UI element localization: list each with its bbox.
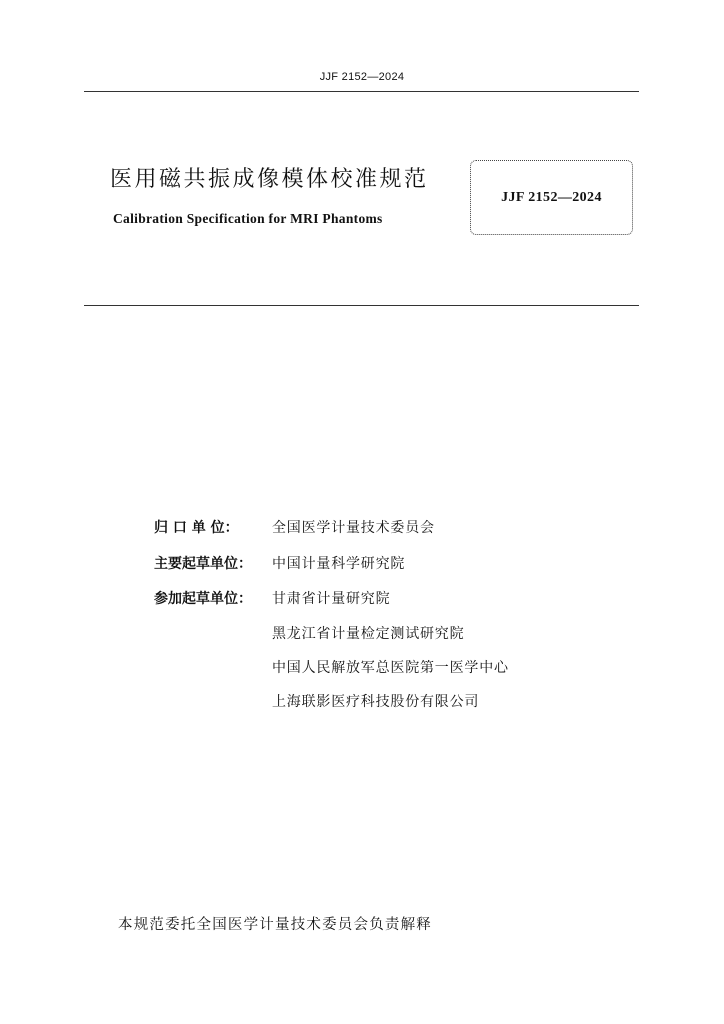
org-row-participating-drafter: [0, 587, 724, 611]
org-value: 全国医学计量技术委员会: [272, 520, 435, 536]
standard-code-box: [470, 160, 633, 235]
org-row-participating-drafter-3: [0, 656, 724, 680]
org-value: 中国计量科学研究院: [272, 556, 406, 572]
org-row-participating-drafter-2: [0, 622, 724, 646]
running-header: JJF 2152—2024: [319, 71, 405, 83]
org-value: 黑龙江省计量检定测试研究院: [272, 626, 465, 642]
header-rule: [84, 91, 639, 92]
org-label: 归 口 单 位：: [154, 520, 239, 536]
org-row-participating-drafter-4: [0, 690, 724, 714]
page-subtitle-english: Calibration Specification for MRI Phantoms: [113, 211, 383, 226]
title-rule: [84, 305, 639, 306]
org-value: 上海联影医疗科技股份有限公司: [272, 694, 480, 710]
org-value: 甘肃省计量研究院: [272, 591, 391, 607]
org-value: 中国人民解放军总医院第一医学中心: [272, 660, 509, 676]
page-title: 医用磁共振成像模体校准规范: [110, 167, 429, 192]
org-row-main-drafter: [0, 552, 724, 576]
org-label: 主要起草单位：: [154, 556, 252, 572]
standard-code: JJF 2152—2024: [501, 189, 602, 205]
interpretation-note: 本规范委托全国医学计量技术委员会负责解释: [118, 917, 432, 933]
org-row-centralized: [0, 516, 724, 540]
org-label: 参加起草单位：: [154, 591, 252, 607]
